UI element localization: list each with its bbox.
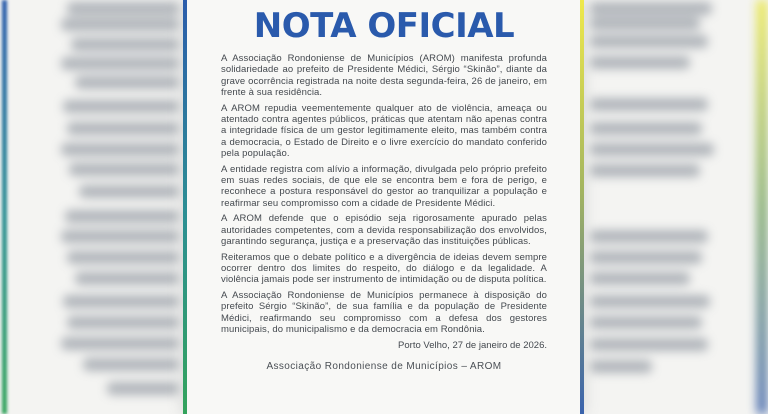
background-blur-bar [75, 76, 179, 89]
note-dateline: Porto Velho, 27 de janeiro de 2026. [398, 339, 547, 351]
background-blur-bar [590, 143, 714, 156]
note-paragraph: A Associação Rondoniense de Municípios permanece à disposição do prefeito Sérgio “Skinão”, de sua família e da população de Presidente Médici, reafirmando seu compromisso com a defesa dos gestores municipais, do municipalismo e da democracia em Rondônia. [221, 290, 547, 336]
background-blur-bar [107, 382, 179, 395]
background-blur-bar [590, 122, 702, 135]
background-blur-bar [590, 316, 702, 329]
background-blur-bar [590, 272, 690, 285]
background-blur-bar [61, 18, 179, 31]
note-paragraph: A Associação Rondoniense de Municípios (AROM) manifesta profunda solidariedade ao prefeito de Presidente Médici, Sérgio “Skinão”, diante da grave ocorrência registrada na noite desta segunda-feira, 26 de janeiro, em frente à sua residência. [221, 53, 547, 98]
background-blur-bar [61, 230, 179, 243]
background-blur-bar [590, 360, 652, 373]
background-blur-bar [83, 358, 179, 371]
background-blur-bar [71, 38, 179, 51]
background-blur-bar [590, 230, 708, 243]
background-blur-bar [65, 210, 179, 223]
background-blur-bar [590, 98, 708, 111]
background-blur-bar [61, 57, 179, 70]
background-blur-bar [63, 295, 179, 308]
background-blur-bar [63, 100, 179, 113]
background-blur-bar [67, 251, 179, 264]
background-blur-bar [590, 56, 690, 69]
background-blur-bar [590, 35, 708, 48]
background-blur-bar [79, 185, 179, 198]
background-blur-bar [67, 2, 179, 15]
note-paragraph: A AROM defende que o episódio seja rigorosamente apurado pelas autoridades competentes, com a devida responsabilização dos envolvidos, garantindo segurança, justiça e a preservação das instituições públicas. [221, 213, 547, 247]
note-paragraph: A AROM repudia veementemente qualquer ato de violência, ameaça ou atentado contra agentes públicos, práticas que atentam não apenas contra a integridade física de um gestor legitimamente eleito, mas também contra a democracia, o Estado de Direito e o livre exercício do mandato conferido pela população. [221, 102, 547, 159]
background-blur-bar [61, 337, 179, 350]
note-paragraph: A entidade registra com alívio a informação, divulgada pelo próprio prefeito em suas redes sociais, de que ele se encontra bem e fora de perigo, e reconhece a postura responsável do gestor ao tranquilizar a população e reafirmar seu compromisso com a cidade de Presidente Médici. [221, 163, 547, 209]
background-blur-bar [75, 272, 179, 285]
background-blur-bar [67, 122, 179, 135]
background-blur-bar [590, 338, 708, 351]
note-content [187, 0, 580, 414]
background-blur-bar [590, 164, 700, 177]
official-note-card [183, 0, 584, 414]
background-blurred-text-left [0, 0, 183, 414]
background-blur-bar [590, 251, 702, 264]
note-paragraph: Reiteramos que o debate político e a divergência de ideias devem sempre ocorrer dentro dos limites do respeito, do diálogo e da legalidade. A violência jamais pode ser instrumento de intimidação ou de disputa política. [221, 251, 547, 286]
note-body [221, 53, 547, 335]
background-blur-bar [61, 143, 179, 156]
background-blurred-text-right [587, 0, 768, 414]
background-blur-bar [69, 163, 179, 176]
note-title: NOTA OFICIAL [253, 6, 515, 46]
background-blur-bar [590, 2, 712, 15]
background-blur-bar [590, 17, 700, 30]
note-signature: Associação Rondoniense de Municípios – AROM [266, 360, 502, 372]
background-blur-bar [590, 295, 710, 308]
background-blur-bar [67, 316, 179, 329]
card-right-border-gradient [580, 0, 584, 414]
